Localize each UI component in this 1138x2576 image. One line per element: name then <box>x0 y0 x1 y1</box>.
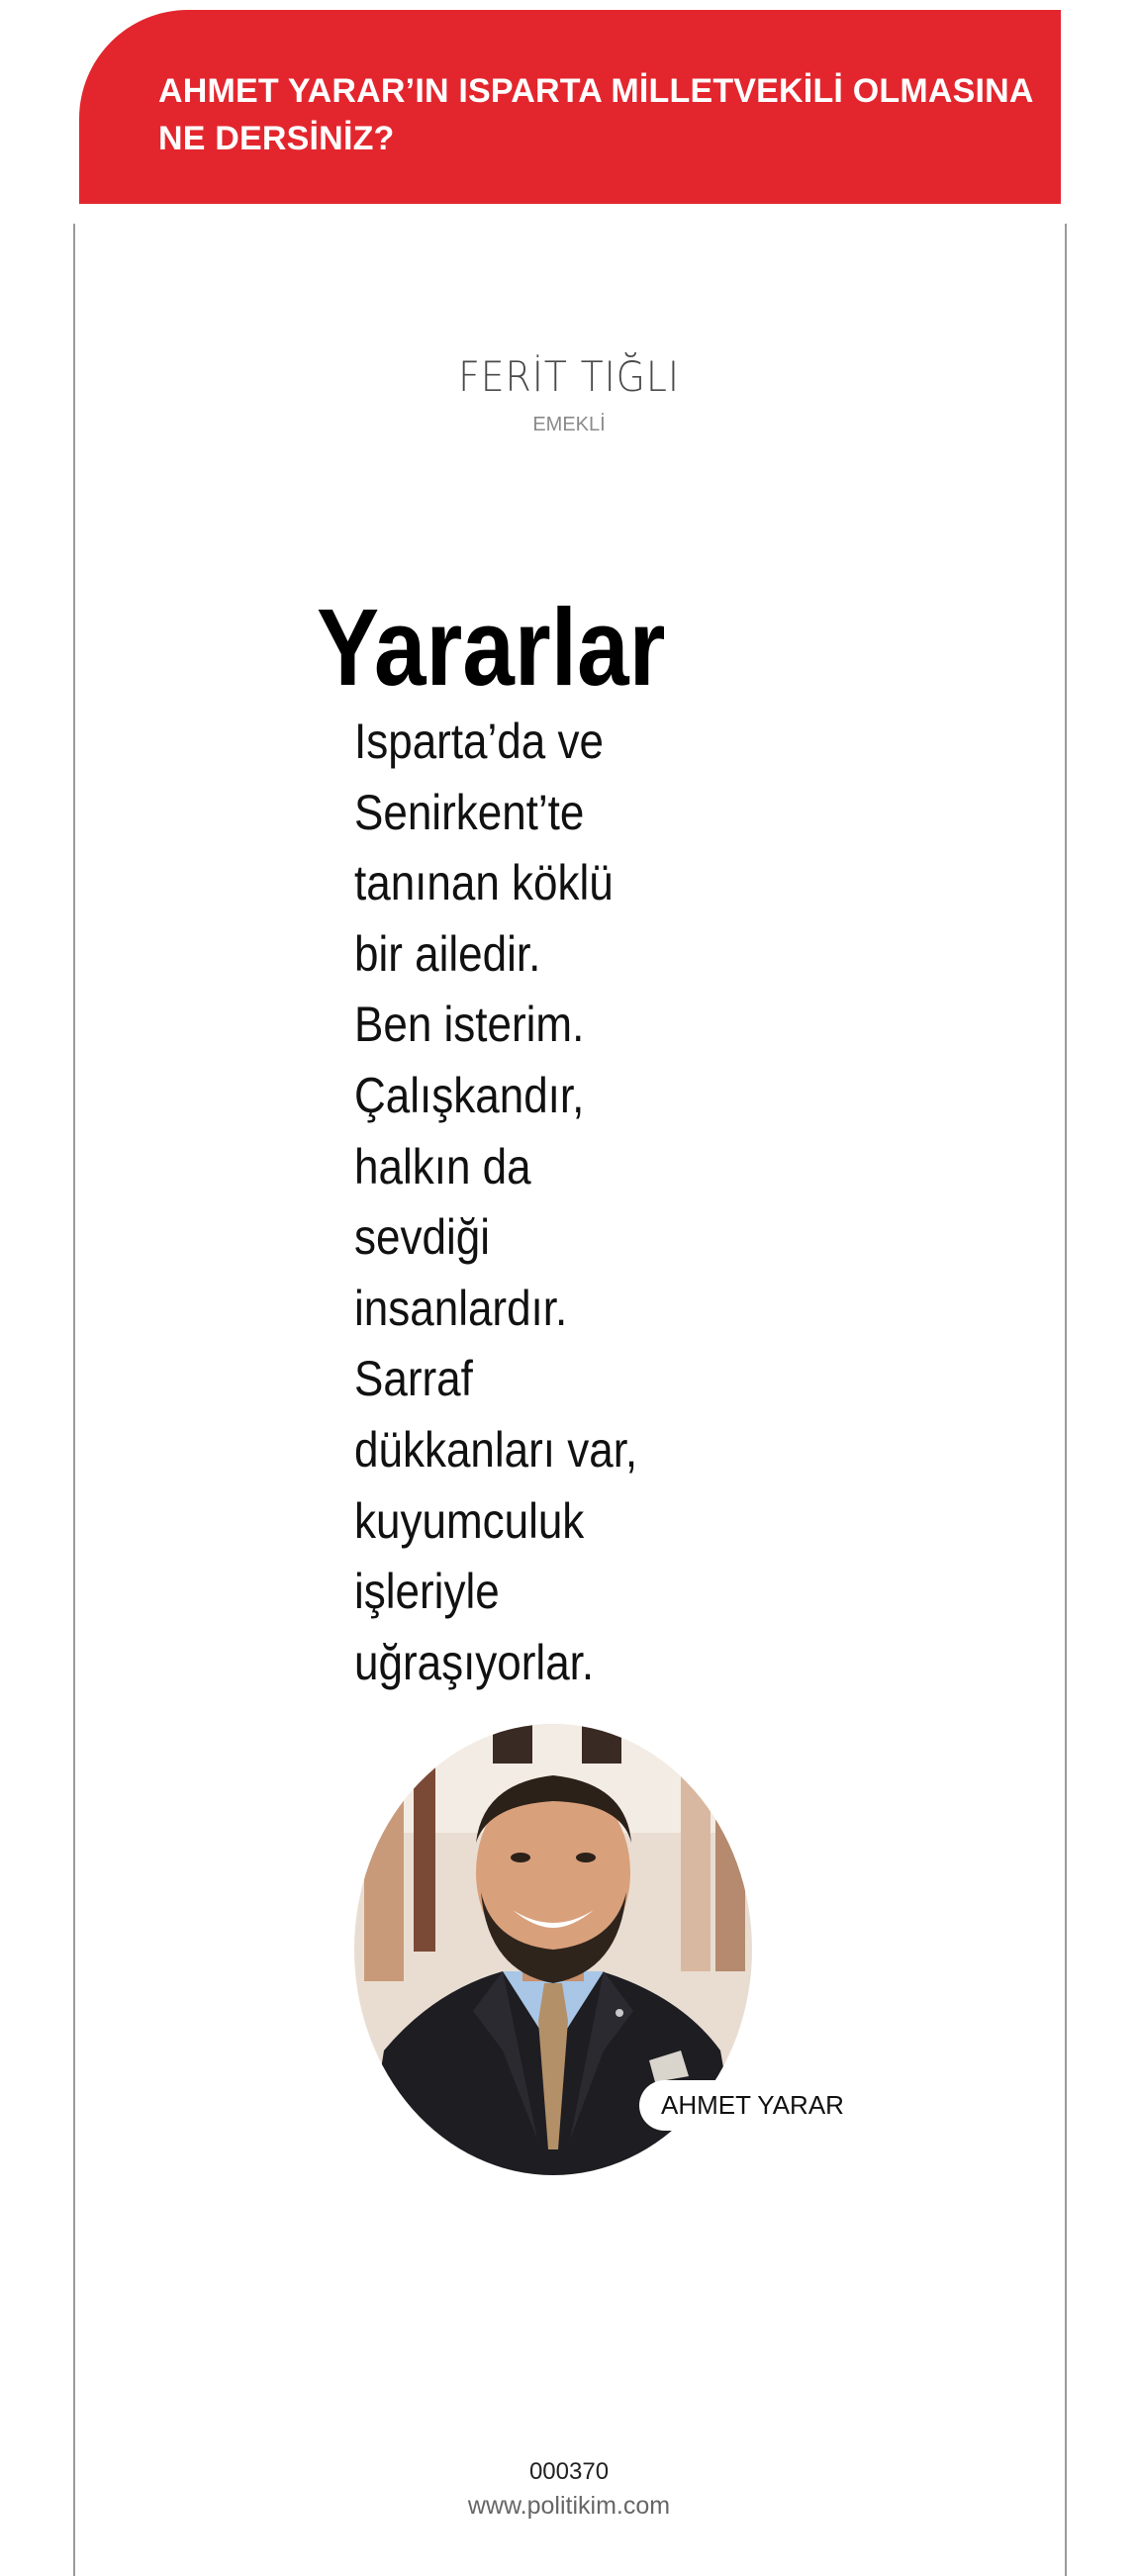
answer-line: Ben isterim. <box>354 997 585 1053</box>
answer-line: sevdiği <box>354 1209 490 1266</box>
article-code: 000370 <box>528 2458 610 2485</box>
right-border-line <box>1065 224 1067 2576</box>
answer-body <box>354 707 770 1698</box>
answer-headline: Yararlar <box>317 587 666 709</box>
left-border-line <box>73 224 75 2576</box>
header-question-line1: AHMET YARAR’IN ISPARTA MİLLETVEKİLİ OLMASINA <box>158 72 1034 110</box>
website-link[interactable]: www.politikim.com <box>467 2492 671 2520</box>
answer-line: işleriyle <box>354 1564 500 1620</box>
answer-line: halkın da <box>354 1138 531 1194</box>
header-banner <box>79 10 1061 204</box>
answer-line: dükkanları var, <box>354 1421 638 1478</box>
answer-line: bir ailedir. <box>354 925 541 982</box>
photo-caption: AHMET YARAR <box>639 2080 866 2131</box>
answer-line: Çalışkandır, <box>354 1067 585 1123</box>
header-question-line2: NE DERSİNİZ? <box>158 120 395 157</box>
answer-line: Sarraf <box>354 1351 473 1407</box>
answer-line: tanınan köklü <box>354 855 614 911</box>
answer-line: Isparta’da ve <box>354 714 604 769</box>
answer-line: uğraşıyorlar. <box>354 1634 595 1690</box>
respondent-role: EMEKLİ <box>532 414 606 435</box>
header-question <box>158 67 1069 162</box>
respondent-name: FERİT TIĞLI <box>458 352 680 401</box>
answer-line: insanlardır. <box>354 1280 568 1336</box>
answer-line: kuyumculuk <box>354 1492 585 1549</box>
answer-line: Senirkent’te <box>354 784 585 840</box>
